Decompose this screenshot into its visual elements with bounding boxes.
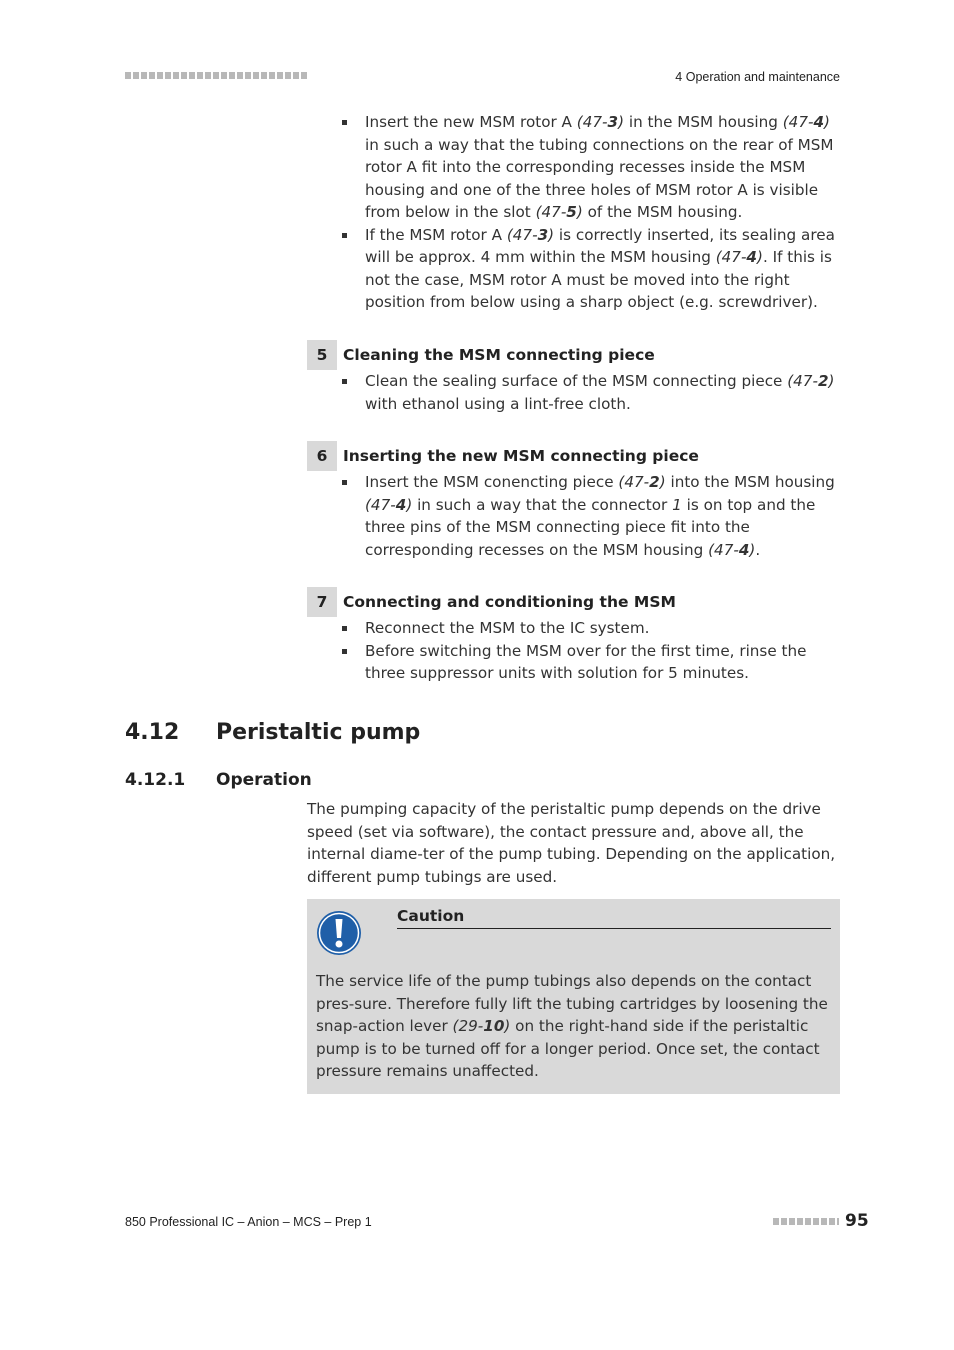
intro-bullets	[307, 111, 841, 314]
subsection-title: Operation	[216, 770, 312, 790]
footer-decoration	[773, 1218, 839, 1225]
section-heading	[125, 720, 420, 745]
step-number: 6	[307, 441, 337, 471]
caution-title: Caution	[397, 907, 831, 929]
running-header: 4 Operation and maintenance	[675, 70, 840, 84]
step-title: Connecting and conditioning the MSM	[343, 593, 676, 611]
caution-box	[307, 899, 840, 1094]
caution-text: The service life of the pump tubings also depends on the contact pres-sure. Therefore fully lift the tubing cartridges by loosening the snap-action lever (29-10) on the right-hand side if the peristaltic pump is to be turned off for a longer period. Once set, the contact pressure remains unaffected.	[316, 972, 828, 1080]
subsection-number: 4.12.1	[125, 770, 186, 790]
step-5-heading	[307, 340, 841, 370]
list-item: If the MSM rotor A (47-3) is correctly inserted, its sealing area will be approx. 4 mm within the MSM housing (47-4). If this is not the case, MSM rotor A must be moved into the right position from below using a sharp object (e.g. screwdriver).	[306, 224, 841, 314]
list-item: Reconnect the MSM to the IC system.	[306, 617, 841, 640]
step-7-bullets	[307, 617, 841, 685]
list-item: Clean the sealing surface of the MSM connecting piece (47-2) with ethanol using a lint-free cloth.	[306, 370, 841, 415]
subsection-heading	[125, 770, 312, 790]
section-number: 4.12	[125, 720, 180, 745]
footer-title: 850 Professional IC – Anion – MCS – Prep 1	[125, 1215, 372, 1229]
step-title: Cleaning the MSM connecting piece	[343, 346, 655, 364]
step-number: 5	[307, 340, 337, 370]
page-number: 95	[845, 1211, 869, 1231]
list-item: Insert the MSM conencting piece (47-2) into the MSM housing (47-4) in such a way that the connector 1 is on top and the three pins of the MSM connecting piece fit into the corresponding recesses on the MSM housing (47-4).	[306, 471, 841, 561]
step-6-bullets	[307, 471, 841, 561]
step-7-heading	[307, 587, 841, 617]
header-decoration	[125, 72, 307, 79]
step-title: Inserting the new MSM connecting piece	[343, 447, 699, 465]
exclamation-icon	[316, 910, 362, 956]
list-item: Before switching the MSM over for the first time, rinse the three suppressor units with solution for 5 minutes.	[306, 640, 841, 685]
step-6-heading	[307, 441, 841, 471]
body-paragraph: The pumping capacity of the peristaltic pump depends on the drive speed (set via software), the contact pressure and, above all, the internal diame-ter of the pump tubing. Depending on the application, different pump tubings are used.	[307, 800, 836, 886]
section-title: Peristaltic pump	[216, 720, 421, 745]
step-number: 7	[307, 587, 337, 617]
list-item: Insert the new MSM rotor A (47-3) in the MSM housing (47-4) in such a way that the tubing connections on the rear of MSM rotor A fit into the corresponding recesses inside the MSM housing and one of the three holes of MSM rotor A is visible from below in the slot (47-5) of the MSM housing.	[306, 111, 841, 224]
step-5-bullets	[307, 370, 841, 415]
